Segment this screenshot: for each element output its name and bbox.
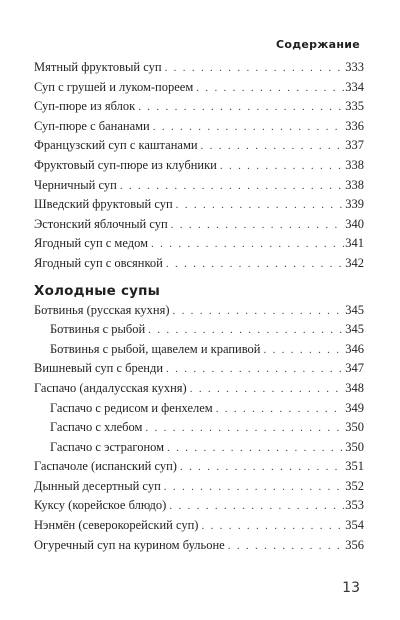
toc-subentry [34,342,364,362]
entry-page: 348 [345,380,364,395]
entry-title: Вишневый суп с бренди [34,361,164,376]
toc-subentry [34,440,364,460]
entry-title: Шведский фруктовый суп [34,197,173,212]
entry-page: 345 [345,302,364,317]
toc-entry [34,518,364,538]
entry-page: 352 [345,478,364,493]
entry-title: Суп-пюре из яблок [34,99,136,114]
entry-title: Ботвинья с рыбой, щавелем и крапивой [50,341,261,356]
dot-leader [263,344,344,356]
entry-title: Эстонский яблочный суп [34,216,168,231]
entry-page: 351 [345,459,364,474]
entry-page: 350 [345,420,364,435]
toc-entry [34,303,364,323]
entry-title: Огуречный суп на курином бульоне [34,537,225,552]
entry-title: Мятный фруктовый суп [34,60,162,74]
section-heading: Холодные супы [34,282,161,299]
toc-entry [34,217,364,237]
toc-entry [34,538,364,558]
running-head: Содержание [276,38,360,51]
toc-entry [34,80,364,100]
dot-leader [171,219,345,231]
dot-leader [164,481,344,493]
entry-page: 338 [345,177,364,192]
dot-leader [167,442,344,454]
entry-page: 333 [345,60,364,74]
entry-title: Гаспачо (андалусская кухня) [34,380,187,395]
entry-page: 346 [345,341,364,356]
toc-entry [34,119,364,139]
dot-leader [201,140,345,152]
dot-leader [176,199,345,211]
dot-leader [220,160,344,172]
toc-entry [34,361,364,381]
dot-leader [166,258,344,270]
entry-page: 353 [345,498,364,513]
dot-leader [151,238,344,250]
entry-title: Черничный суп [34,177,117,192]
dot-leader [190,383,345,395]
entry-title: Ягодный суп с овсянкой [34,255,163,270]
entry-title: Гаспачо с эстрагоном [50,439,165,454]
dot-leader [120,180,344,192]
dot-leader [216,403,345,415]
dot-leader [145,422,344,434]
entry-page: 341 [345,236,364,251]
toc-entry [34,256,364,276]
entry-title: Фруктовый суп-пюре из клубники [34,157,217,172]
entry-page: 347 [345,361,364,376]
toc-entry [34,498,364,518]
dot-leader [228,540,345,552]
dot-leader [153,121,345,133]
dot-leader [165,62,345,74]
toc-entry [34,99,364,119]
entry-page: 338 [345,157,364,172]
entry-title: Ягодный суп с медом [34,236,149,251]
toc-subentry [34,322,364,342]
entry-page: 340 [345,216,364,231]
toc-entry [34,479,364,499]
entry-title: Гаспачо с хлебом [50,420,143,435]
toc-entry [34,138,364,158]
toc-entry [34,236,364,256]
entry-page: 335 [345,99,364,114]
table-of-contents [34,60,364,557]
entry-page: 350 [345,439,364,454]
toc-subentry [34,401,364,421]
entry-title: Дынный десертный суп [34,478,161,493]
toc-entry [34,178,364,198]
dot-leader [138,101,344,113]
entry-page: 339 [345,197,364,212]
entry-page: 356 [345,537,364,552]
toc-entry [34,60,364,80]
dot-leader [201,520,344,532]
entry-title: Гаспачоле (испанский суп) [34,459,177,474]
dot-leader [180,461,344,473]
toc-subentry [34,420,364,440]
entry-title: Суп-пюре с бананами [34,118,150,133]
entry-page: 354 [345,518,364,533]
entry-page: 334 [345,79,364,94]
dot-leader [169,500,344,512]
entry-title: Нэнмён (северокорейский суп) [34,518,199,533]
entry-page: 345 [345,322,364,337]
entry-title: Суп с грушей и луком-пореем [34,79,194,94]
dot-leader [196,82,344,94]
entry-title: Ботвинья с рыбой [50,322,146,337]
toc-entry [34,158,364,178]
dot-leader [166,363,344,375]
entry-title: Ботвинья (русская кухня) [34,302,170,317]
entry-title: Куксу (корейское блюдо) [34,498,167,513]
entry-page: 349 [345,400,364,415]
dot-leader [172,305,344,317]
entry-page: 342 [345,255,364,270]
entry-title: Гаспачо с редисом и фенхелем [50,400,213,415]
entry-page: 337 [345,138,364,153]
toc-entry [34,197,364,217]
toc-entry [34,459,364,479]
entry-page: 336 [345,118,364,133]
page-number: 13 [342,580,360,596]
dot-leader [148,324,344,336]
toc-entry [34,381,364,401]
entry-title: Французский суп с каштанами [34,138,198,153]
